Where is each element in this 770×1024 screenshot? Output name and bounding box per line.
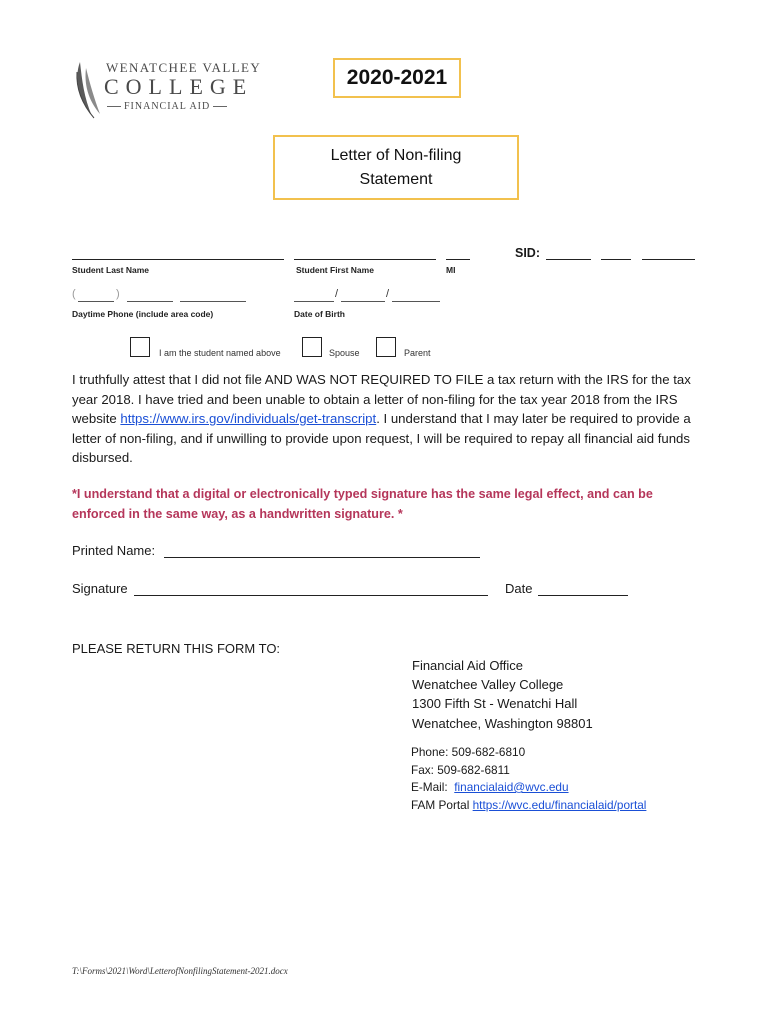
- form-title-box: [273, 135, 519, 200]
- signature-notice: *I understand that a digital or electronically typed signature has the same legal effect, and can be enforced in the same way, as a handwritten signature. *: [72, 487, 653, 521]
- form-title-line-2: Statement: [359, 170, 433, 188]
- dob-slash-2: /: [386, 288, 390, 300]
- portal-link[interactable]: https://wvc.edu/financialaid/portal: [472, 797, 647, 812]
- logo-line-3-text: FINANCIAL AID: [124, 101, 211, 112]
- phone-number: Phone: 509-682-6810: [411, 745, 526, 759]
- street-address: 1300 Fifth St - Wenatchi Hall: [412, 696, 578, 712]
- academic-year-box: [333, 58, 461, 98]
- fax-number: Fax: 509-682-6811: [411, 762, 510, 777]
- student-checkbox-label: I am the student named above: [159, 348, 281, 358]
- date-line[interactable]: [538, 595, 628, 596]
- return-address: [412, 656, 593, 733]
- parent-checkbox-label: Parent: [404, 348, 431, 358]
- signature-label: Signature: [72, 581, 128, 596]
- date-of-birth-label: Date of Birth: [294, 309, 345, 319]
- file-path-footer: T:\Forms\2021\Word\LetterofNonfilingStatement-2021.docx: [72, 966, 288, 976]
- phone-paren-open: (: [72, 288, 76, 300]
- dob-slash-1: /: [335, 288, 339, 300]
- attestation-text-2: . I understand that I may later be required to provide a letter of non-filing, and if unwilling to provide upon request, I will be required to repay all financial aid funds disbursed.: [72, 411, 691, 465]
- phone-prefix-line[interactable]: [127, 301, 173, 302]
- dob-day-line[interactable]: [341, 301, 385, 302]
- academic-year: 2020-2021: [346, 66, 448, 89]
- logo-line-1: WENATCHEE VALLEY: [106, 60, 262, 75]
- student-first-name-label: Student First Name: [296, 265, 374, 275]
- logo-line-2: COLLEGE: [104, 74, 254, 99]
- phone-area-code-line[interactable]: [78, 301, 114, 302]
- spouse-checkbox[interactable]: [302, 337, 322, 357]
- logo-line-3: [104, 101, 230, 112]
- parent-checkbox[interactable]: [376, 337, 396, 357]
- feather-logo-icon: [74, 58, 108, 120]
- contact-info: [411, 744, 646, 814]
- return-heading: PLEASE RETURN THIS FORM TO:: [72, 641, 281, 656]
- college-logo: [74, 58, 262, 120]
- sid-line-3[interactable]: [642, 259, 695, 260]
- email-link[interactable]: financialaid@wvc.edu: [454, 780, 569, 794]
- signature-line[interactable]: [134, 595, 488, 596]
- printed-name-label: Printed Name:: [72, 543, 156, 558]
- spouse-checkbox-label: Spouse: [329, 348, 360, 358]
- city-state-zip: Wenatchee, Washington 98801: [412, 715, 593, 731]
- dob-year-line[interactable]: [392, 301, 440, 302]
- phone-number-line[interactable]: [180, 301, 246, 302]
- sid-label: SID:: [515, 246, 540, 260]
- phone-paren-close: ): [116, 288, 120, 300]
- student-last-name-label: Student Last Name: [72, 265, 149, 275]
- mi-label: MI: [446, 265, 456, 275]
- portal-label: FAM Portal: [411, 797, 473, 812]
- dob-month-line[interactable]: [294, 301, 334, 302]
- student-first-name-line[interactable]: [294, 259, 436, 260]
- mi-line[interactable]: [446, 259, 470, 260]
- portal-row: [411, 797, 646, 815]
- irs-transcript-link[interactable]: https://www.irs.gov/individuals/get-transcript: [120, 411, 377, 426]
- email-row: [411, 779, 646, 797]
- office-name: Financial Aid Office: [412, 658, 524, 673]
- date-label: Date: [505, 581, 533, 596]
- email-label: E-Mail:: [411, 780, 455, 794]
- student-checkbox[interactable]: [130, 337, 150, 357]
- sid-line-2[interactable]: [601, 259, 631, 260]
- daytime-phone-label: Daytime Phone (include area code): [72, 309, 214, 319]
- attestation-paragraph: [72, 370, 697, 468]
- student-last-name-line[interactable]: [72, 259, 284, 260]
- printed-name-line[interactable]: [164, 557, 480, 558]
- sid-line-1[interactable]: [546, 259, 591, 260]
- form-title-line-1: Letter of Non-filing: [330, 146, 462, 164]
- college-name: Wenatchee Valley College: [412, 677, 564, 693]
- attestation-text-1: I truthfully attest that I did not file AND WAS NOT REQUIRED TO FILE a tax return with the IRS for the tax year 2018. I have tried and been unable to obtain a letter of non-filing for the tax year 2018 from the IRS website: [72, 372, 691, 426]
